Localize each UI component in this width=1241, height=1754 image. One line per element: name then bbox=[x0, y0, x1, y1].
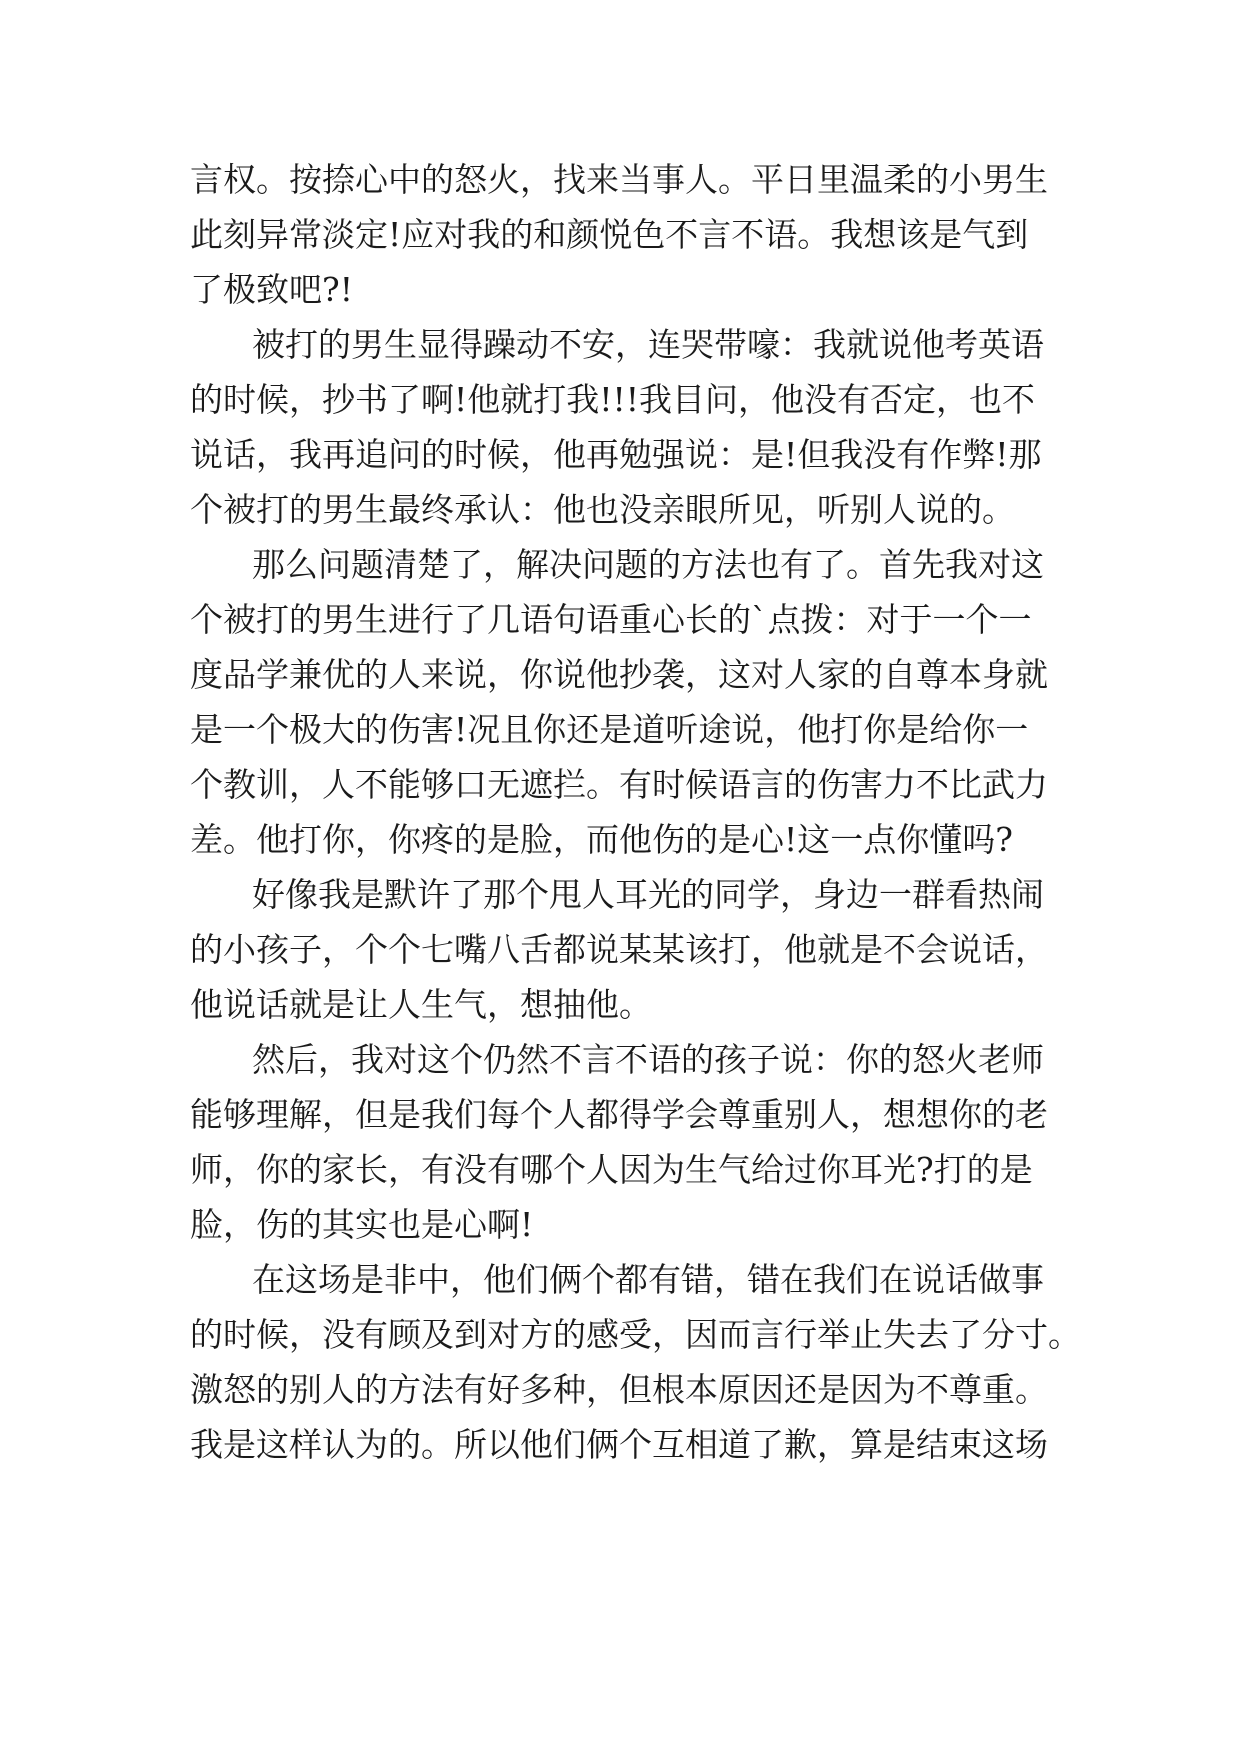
text-line: 他说话就是让人生气，想抽他。 bbox=[190, 985, 652, 1024]
text-line: 的时候，抄书了啊!他就打我!!!我目问，他没有否定，也不 bbox=[190, 380, 1036, 419]
text-line: 言权。按捺心中的怒火，找来当事人。平日里温柔的小男生 bbox=[190, 160, 1048, 199]
text-line: 个被打的男生进行了几语句语重心长的`点拨：对于一个一 bbox=[190, 600, 1032, 639]
text-line: 能够理解，但是我们每个人都得学会尊重别人，想想你的老 bbox=[190, 1095, 1048, 1134]
text-line: 师，你的家长，有没有哪个人因为生气给过你耳光?打的是 bbox=[190, 1150, 1033, 1189]
paragraph-first-line: 被打的男生显得躁动不安，连哭带嚎：我就说他考英语 bbox=[252, 325, 1044, 364]
text-line: 差。他打你，你疼的是脸，而他伤的是心!这一点你懂吗? bbox=[190, 820, 1013, 859]
text-line: 度品学兼优的人来说，你说他抄袭，这对人家的自尊本身就 bbox=[190, 655, 1048, 694]
text-line: 的时候，没有顾及到对方的感受，因而言行举止失去了分寸。 bbox=[190, 1315, 1081, 1354]
paragraph-first-line: 然后，我对这个仍然不言不语的孩子说：你的怒火老师 bbox=[252, 1040, 1044, 1079]
paragraph-first-line: 好像我是默许了那个甩人耳光的同学，身边一群看热闹 bbox=[252, 875, 1044, 914]
paragraph-first-line: 那么问题清楚了，解决问题的方法也有了。首先我对这 bbox=[252, 545, 1044, 584]
paragraph-first-line: 在这场是非中，他们俩个都有错，错在我们在说话做事 bbox=[252, 1260, 1044, 1299]
text-line: 激怒的别人的方法有好多种，但根本原因还是因为不尊重。 bbox=[190, 1370, 1048, 1409]
text-line: 是一个极大的伤害!况且你还是道听途说，他打你是给你一 bbox=[190, 710, 1029, 749]
text-line: 了极致吧?! bbox=[190, 270, 353, 309]
text-line: 的小孩子，个个七嘴八舌都说某某该打，他就是不会说话， bbox=[190, 930, 1048, 969]
text-line: 脸，伤的其实也是心啊! bbox=[190, 1205, 534, 1244]
text-line: 个被打的男生最终承认：他也没亲眼所见，听别人说的。 bbox=[190, 490, 1015, 529]
text-line: 我是这样认为的。所以他们俩个互相道了歉，算是结束这场 bbox=[190, 1425, 1048, 1464]
text-line: 说话，我再追问的时候，他再勉强说：是!但我没有作弊!那 bbox=[190, 435, 1042, 474]
text-line: 个教训，人不能够口无遮拦。有时候语言的伤害力不比武力 bbox=[190, 765, 1048, 804]
text-line: 此刻异常淡定!应对我的和颜悦色不言不语。我想该是气到 bbox=[190, 215, 1029, 254]
